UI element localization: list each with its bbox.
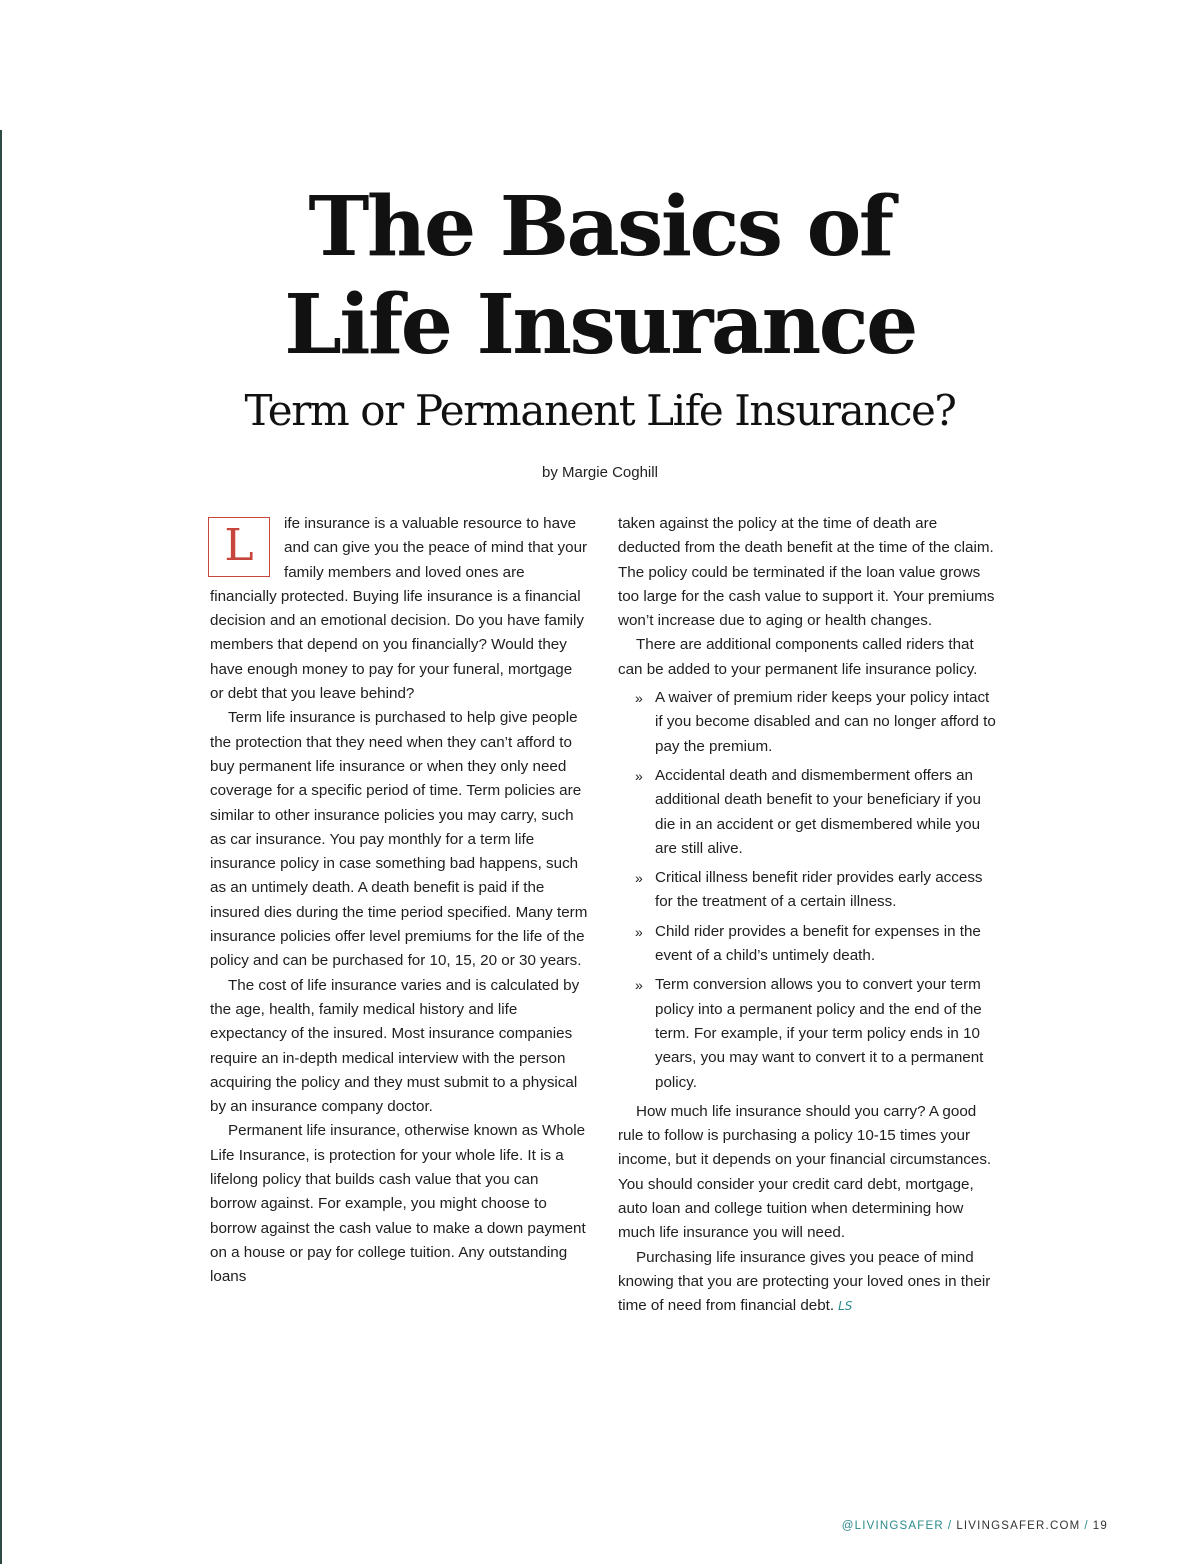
footer-website: LIVINGSAFER.COM [956,1520,1081,1532]
bullet-icon: » [635,767,643,784]
bullet-icon: » [635,870,643,887]
page-number: 19 [1092,1520,1108,1532]
paragraph-intro [210,512,588,706]
bullet-icon: » [635,923,643,940]
footer-social-handle: @LIVINGSAFER [841,1520,944,1532]
list-item [618,686,998,759]
article-title [0,178,1200,374]
paragraph-how-much: How much life insurance should you carry? A good rule to follow is purchasing a policy 10-15 times your income, but it depends on your financial circumstances. You should consider your credit card debt, mortgage, auto loan and college tuition when determining how much life insurance you will need. [618,1102,992,1242]
list-item-text: Child rider provides a benefit for expenses in the event of a child’s untimely death. [655,922,981,965]
left-column [210,512,588,1290]
end-mark-icon: LS [838,1299,853,1314]
footer-separator: / [947,1520,953,1532]
list-item-text: A waiver of premium rider keeps your policy intact if you become disabled and can no longer afford to pay the premium. [655,689,996,755]
paragraph-term: Term life insurance is purchased to help give people the protection that they need when they can’t afford to buy permanent life insurance or when they only need coverage for a specific period of time. Term policies are similar to other insurance policies you may carry, such as car insurance. You pay monthly for a term life insurance policy in case something bad happens, such as an untimely death. A death benefit is paid if the insured dies during the time period specified. Many term insurance policies offer level premiums for the life of the policy and can be purchased for 10, 15, 20 or 30 years. [210,709,588,970]
list-item [618,920,998,969]
paragraph-permanent: Permanent life insurance, otherwise known as Whole Life Insurance, is protection for your whole life. It is a lifelong policy that builds cash value that you can borrow against. For example, you might choose to borrow against the cash value to make a down payment on a house or pay for college tuition. Any outstanding loans [210,1122,586,1286]
paragraph-closing-text: Purchasing life insurance gives you peace of mind knowing that you are protecting your loved ones in their time of need from financial debt. [618,1248,991,1315]
list-item [618,973,998,1094]
riders-list [618,686,998,1095]
right-column [618,512,998,1319]
list-item-text: Term conversion allows you to convert your term policy into a permanent policy and the end of the term. For example, if your term policy ends in 10 years, you may want to convert it to a permanent policy. [655,976,984,1091]
paragraph-riders-intro: There are additional components called riders that can be added to your permanent life insurance policy. [618,636,978,678]
paragraph-loans: taken against the policy at the time of death are deducted from the death benefit at the time of the claim. The policy could be terminated if the loan value grows too large for the cash value to support it. Your premiums won’t increase due to aging or health changes. [618,515,995,630]
article-byline: by Margie Coghill [542,464,658,481]
article-title-line1: The Basics of [308,179,892,275]
paragraph-intro-text: ife insurance is a valuable resource to have and can give you the peace of mind that your family members and loved ones are financially protected. Buying life insurance is a financial decision and an emotional decision. Do you have family members that depend on you financially? Would they have enough money to pay for your funeral, mortgage or debt that you leave behind? [210,515,588,703]
bullet-icon: » [635,977,643,994]
page-footer [842,1520,1108,1532]
list-item-text: Critical illness benefit rider provides early access for the treatment of a certain illness. [655,869,983,911]
article-subtitle: Term or Permanent Life Insurance? [244,386,956,435]
list-item [618,866,998,915]
footer-separator: / [1084,1520,1089,1532]
list-item-text: Accidental death and dismemberment offers an additional death benefit to your beneficiary if you die in an accident or get dismembered while you are still alive. [655,766,981,857]
paragraph-cost: The cost of life insurance varies and is calculated by the age, health, family medical history and life expectancy of the insured. Most insurance companies require an in-depth medical interview with the person acquiring the policy and they must submit to a physical by an insurance company doctor. [210,976,580,1116]
paragraph-closing [618,1246,998,1319]
bullet-icon: » [635,690,643,707]
list-item [618,764,998,861]
dropcap: L [208,517,270,577]
article-title-line2: Life Insurance [284,277,916,373]
